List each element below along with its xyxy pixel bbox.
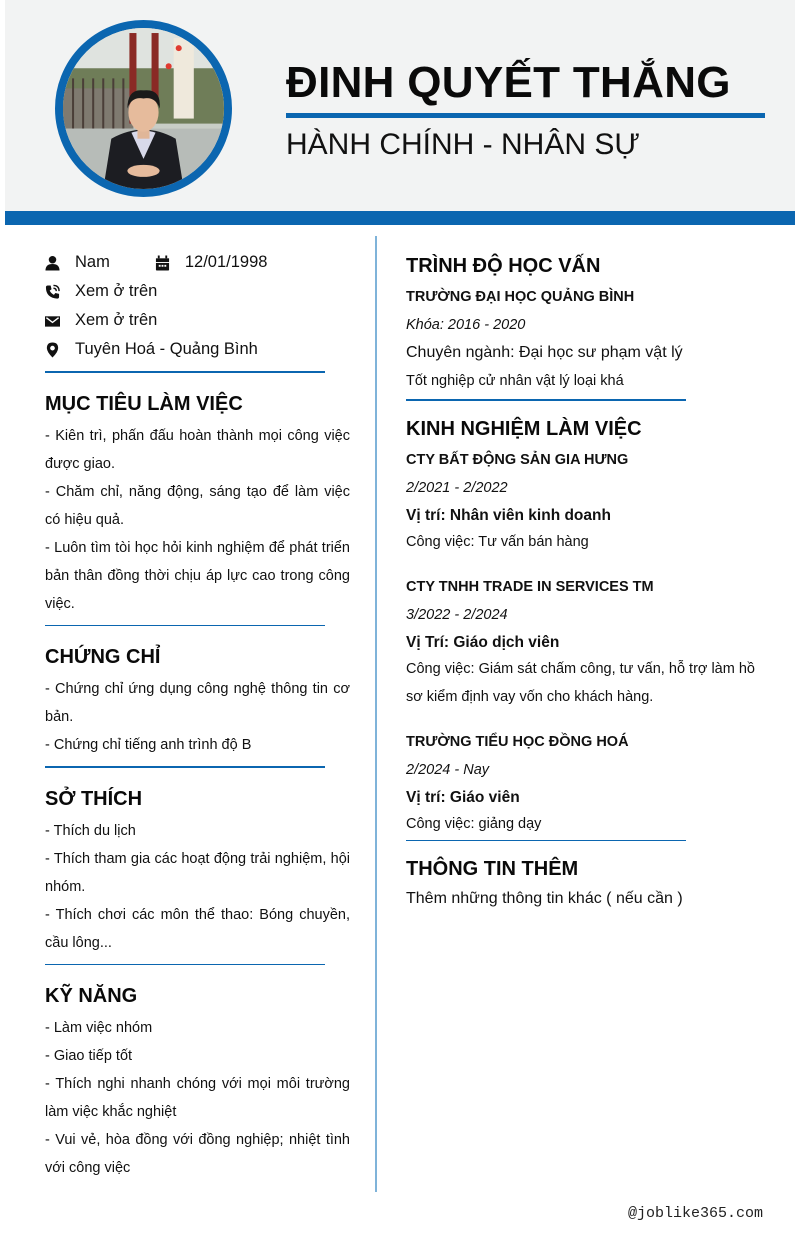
section-body (45, 675, 350, 759)
list-item: - Vui vẻ, hòa đồng với đồng nghiệp; nhiệt tình với công việc (45, 1132, 350, 1176)
contact-info (45, 248, 350, 364)
contact-row-address (45, 335, 350, 364)
section-additional (406, 857, 755, 910)
section-divider (45, 766, 325, 768)
phone-value: Xem ở trên (75, 282, 158, 300)
name-underline (286, 113, 765, 118)
company-name: TRƯỜNG TIỂU HỌC ĐỒNG HOÁ (406, 733, 629, 750)
education-period: Khóa: 2016 - 2020 (406, 317, 526, 333)
watermark: @joblike365.com (627, 1205, 763, 1222)
birthday-value: 12/01/1998 (184, 253, 268, 271)
list-item: - Thích tham gia các hoạt động trải nghiệm, hội nhóm. (45, 850, 350, 895)
section-title: KỸ NĂNG (45, 985, 138, 1007)
birthday-field (155, 253, 268, 272)
map-marker-icon (45, 342, 75, 358)
section-hobbies (45, 787, 350, 957)
header-accent-bar (5, 211, 795, 225)
list-item: - Luôn tìm tòi học hỏi kinh nghiệm để phát triển bản thân đồng thời chịu áp lực cao trong công việc. (45, 539, 350, 612)
email-value: Xem ở trên (75, 311, 158, 329)
column-divider (375, 236, 377, 1192)
user-icon (45, 255, 75, 271)
section-title: MỤC TIÊU LÀM VIỆC (45, 392, 243, 415)
list-item: - Chứng chỉ ứng dụng công nghệ thông tin cơ bản. (45, 681, 350, 725)
section-body (45, 1014, 350, 1182)
section-skills (45, 984, 350, 1182)
envelope-icon (45, 313, 75, 329)
company-name: CTY TNHH TRADE IN SERVICES TM (406, 578, 654, 595)
list-item: - Thích chơi các môn thể thao: Bóng chuyền, cầu lông... (45, 906, 350, 951)
education-result: Tốt nghiệp cử nhân vật lý loại khá (406, 373, 624, 389)
left-column (45, 248, 350, 1182)
job-period: 2/2024 - Nay (406, 761, 490, 778)
job-duties: Công việc: giảng dạy (406, 815, 542, 832)
additional-text: Thêm những thông tin khác ( nếu cần ) (406, 890, 683, 907)
contact-row-email (45, 306, 350, 335)
section-divider (45, 371, 325, 373)
job-period: 2/2021 - 2/2022 (406, 479, 508, 496)
section-body (45, 817, 350, 957)
section-certificates (45, 645, 350, 759)
section-title: TRÌNH ĐỘ HỌC VẤN (406, 255, 601, 277)
list-item: - Thích du lịch (45, 822, 136, 839)
calendar-icon (155, 255, 185, 271)
contact-row-gender-birthday (45, 248, 350, 277)
company-name: CTY BẤT ĐỘNG SẢN GIA HƯNG (406, 451, 629, 468)
section-title: THÔNG TIN THÊM (406, 858, 579, 880)
phone-icon (45, 284, 75, 300)
section-divider (406, 399, 686, 401)
section-title: KINH NGHIỆM LÀM VIỆC (406, 417, 642, 440)
job-duties: Công việc: Giám sát chấm công, tư vấn, hỗ trợ làm hồ sơ kiểm định vay vốn cho khách hàng. (406, 660, 755, 705)
profile-photo (55, 20, 232, 197)
section-title: CHỨNG CHỈ (45, 646, 161, 668)
job-duties: Công việc: Tư vấn bán hàng (406, 533, 589, 550)
section-education (406, 254, 755, 392)
education-major: Chuyên ngành: Đại học sư phạm vật lý (406, 344, 683, 361)
section-divider (45, 964, 325, 966)
list-item: - Kiên trì, phấn đấu hoàn thành mọi công việc được giao. (45, 427, 350, 472)
section-objective (45, 392, 350, 618)
address-value: Tuyên Hoá - Quảng Bình (75, 340, 258, 358)
right-column (406, 254, 755, 910)
list-item: - Giao tiếp tốt (45, 1048, 133, 1064)
list-item: - Chăm chỉ, năng động, sáng tạo để làm việc có hiệu quả. (45, 483, 350, 528)
job-entry (406, 450, 755, 556)
section-body (45, 422, 350, 618)
candidate-name: ĐINH QUYẾT THẮNG (286, 58, 731, 107)
contact-row-phone (45, 277, 350, 306)
gender-value: Nam (75, 253, 110, 271)
section-divider (406, 840, 686, 842)
job-period: 3/2022 - 2/2024 (406, 606, 508, 623)
section-experience (406, 417, 755, 838)
job-position: Vị Trí: Giáo dịch viên (406, 633, 560, 651)
job-position: Vị trí: Giáo viên (406, 788, 520, 806)
list-item: - Chứng chỉ tiếng anh trình độ B (45, 737, 252, 753)
section-title: SỞ THÍCH (45, 787, 143, 810)
candidate-role: HÀNH CHÍNH - NHÂN SỰ (286, 128, 640, 161)
job-entry (406, 577, 755, 711)
list-item: - Làm việc nhóm (45, 1020, 153, 1036)
school-name: TRƯỜNG ĐẠI HỌC QUẢNG BÌNH (406, 289, 635, 305)
section-divider (45, 625, 325, 627)
list-item: - Thích nghi nhanh chóng với mọi môi trường làm việc khắc nghiệt (45, 1076, 350, 1120)
job-entry (406, 732, 755, 838)
job-position: Vị trí: Nhân viên kinh doanh (406, 506, 611, 524)
